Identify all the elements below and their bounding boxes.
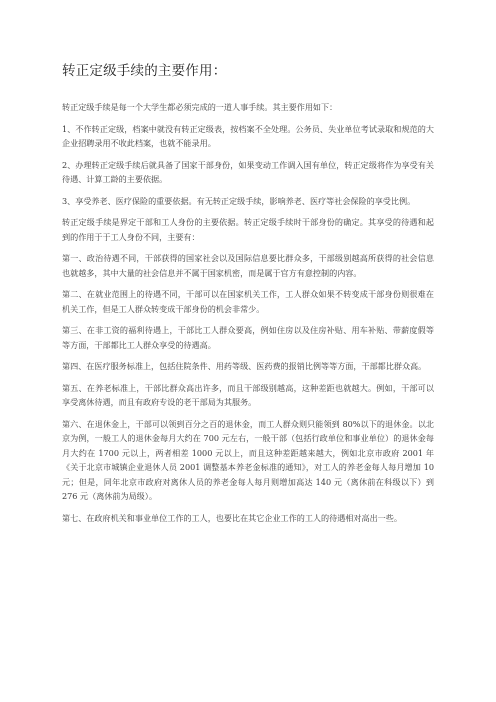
paragraph-seventh: 第七、在政府机关和事业单位工作的工人，也要比在其它企业工作的工人的待遇相对高出一些。 [62,512,402,523]
paragraph-identity: 转正定级手续是界定干部和工人身份的主要依据。转正定级手续时干部身份的确定。其享受的待遇和起到的作用于于工人身份不同，主要有： [62,217,434,242]
paragraph-first: 第一、政治待遇不同，干部获得的国家社会以及国际信息要比群众多，干部级别越高所获得的社会信息也就越多，其中大量的社会信息并不属于国家机密，而是属于官方有意控制的内容。 [62,253,434,278]
paragraph-point-1: 1、不作转正定级，档案中就没有转正定级表，按档案不全处理。公务员、失业单位考试录取和规范的大企业招聘录用不收此档案，也就不能录用。 [62,123,434,148]
paragraph-point-3: 3、享受养老、医疗保险的重要依据。有无转正定级手续，影响养老、医疗等社会保险的享受比例。 [62,195,416,206]
paragraph-intro: 转正定级手续是每一个大学生都必须完成的一道人事手续。其主要作用如下： [62,102,338,112]
paragraph-point-2: 2、办理转正定级手续后就具备了国家干部身份，如果变动工作调入国有单位，转正定级将作为享受有关待遇、计算工龄的主要依据。 [62,159,434,184]
paragraph-fourth: 第四、在医疗服务标准上，包括住院条件、用药等级、医药费的报销比例等等方面，干部都比群众高。 [62,361,427,371]
paragraph-third: 第三、在非工资的福利待遇上，干部比工人群众要高，例如住房以及住房补贴、用车补贴、带薪度假等等方面，干部都比工人群众享受的待遇高。 [62,325,434,350]
paragraph-second: 第二、在就业范围上的待遇不同，干部可以在国家机关工作，工人群众如果不转变成干部身份则很难在机关工作，但是工人群众转变成干部身份的机会非常少。 [62,289,434,314]
paragraph-fifth: 第五、在养老标准上，干部比群众高出许多，而且干部级别越高，这种差距也就越大。例如，干部可以享受离休待遇，而且有政府专设的老干部局为其服务。 [62,382,434,407]
paragraph-sixth: 第六、在退休金上，干部可以领到百分之百的退休金，而工人群众则只能领到 80%以下的退休金。以北京为例，一般工人的退休金每月大约在 700 元左右，一般干部（包括行政单位和事业单位）的退休金每月大约在 1700 元以上，两者相差 1000 元以上，而且这种差距越来越大，例如北京市政府 2001 年《关于北京市城镇企业退休人员 2001 调整基本养老金标准的通知》，对工人的养老金每人每月增加 10 元；但是，同年北京市政府对离休人员的养老金每人每月则增加高达 140 元（离休前在科级以下）到 276 元（离休前为局级）。 [62,418,434,501]
document-title: 转正定级手续的主要作用： [62,63,227,79]
document-page [62,62,434,532]
